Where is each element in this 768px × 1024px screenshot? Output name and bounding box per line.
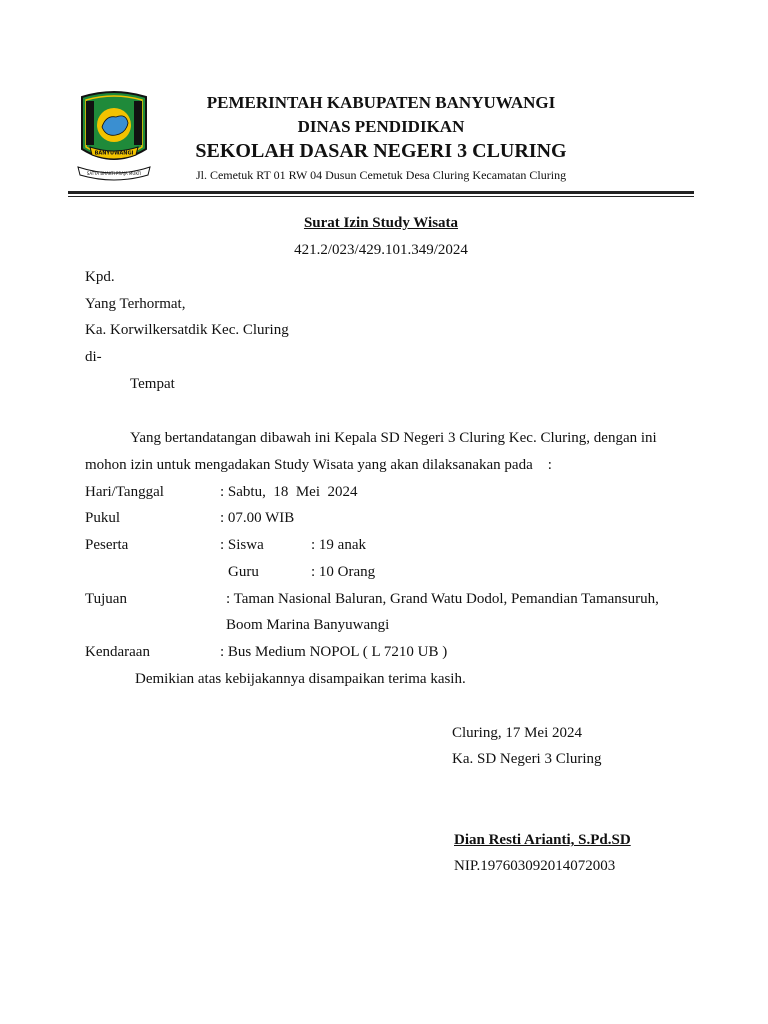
teachers-value: : 10 Orang [311,564,376,580]
letterhead-department: DINAS PENDIDIKAN [297,117,465,136]
recipient-di: di- [85,349,102,365]
destination-line-2: Boom Marina Banyuwangi [226,617,390,633]
students-value: : 19 anak [311,537,366,553]
closing-sentence: Demikian atas kebijakannya disampaikan terima kasih. [135,671,466,687]
letter-number: 421.2/023/429.101.349/2024 [294,242,468,258]
time-label: Pukul [85,510,121,526]
recipient-kpd: Kpd. [85,269,115,285]
letter-title: Surat Izin Study Wisata [303,215,459,231]
students-label: : Siswa [220,537,264,553]
recipient-name: Ka. Korwilkersatdik Kec. Cluring [85,322,289,338]
signature-place-date: Cluring, 17 Mei 2024 [452,725,582,741]
recipient-salutation: Yang Terhormat, [85,296,186,312]
logo-banner-text: BANYUWANGI [94,150,134,157]
body-line-1: Yang bertandatangan dibawah ini Kepala SD Negeri 3 Cluring Kec. Cluring, dengan ini [130,430,657,446]
letterhead-address: Jl. Cemetuk RT 01 RW 04 Dusun Cemetuk Desa Cluring Kecamatan Cluring [195,168,567,182]
banyuwangi-regency-logo [76,87,152,185]
signature-name: Dian Resti Arianti, S.Pd.SD [454,832,631,848]
destination-label: Tujuan [85,591,127,607]
letterhead-government: PEMERINTAH KABUPATEN BANYUWANGI [206,93,556,112]
logo-stripe-left [86,101,94,145]
recipient-place: Tempat [130,376,175,392]
logo-stripe-right [134,101,142,145]
letterhead-school: SEKOLAH DASAR NEGERI 3 CLURING [195,140,567,162]
teachers-label: Guru [228,564,259,580]
destination-line-1: : Taman Nasional Baluran, Grand Watu Dodol, Pemandian Tamansuruh, [226,591,659,607]
vehicle-value: : Bus Medium NOPOL ( L 7210 UB ) [220,644,448,660]
participants-label: Peserta [85,537,129,553]
letterhead-divider-thick [68,191,694,194]
signature-nip: NIP.197603092014072003 [454,858,616,874]
vehicle-label: Kendaraan [85,644,150,660]
date-label: Hari/Tanggal [85,484,164,500]
time-value: : 07.00 WIB [220,510,295,526]
logo-motto-text: SATYA BHAKTI PRAJA MUKTI [86,171,142,176]
date-value: : Sabtu, 18 Mei 2024 [220,484,358,500]
signature-position: Ka. SD Negeri 3 Cluring [452,751,602,767]
letterhead-divider-thin [68,196,694,197]
body-line-2: mohon izin untuk mengadakan Study Wisata yang akan dilaksanakan pada : [85,457,552,473]
